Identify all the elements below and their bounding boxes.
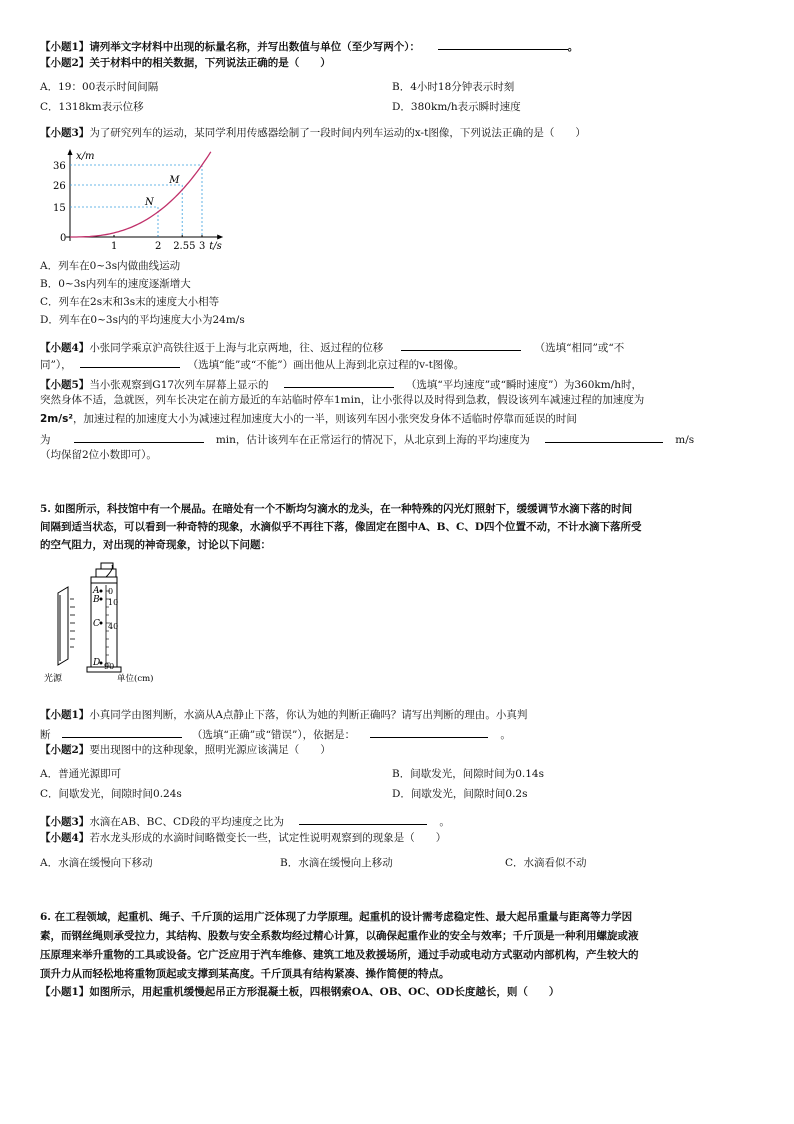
label: 【小题1】 [40,41,90,53]
answer-blank[interactable] [545,431,663,443]
q6-intro-2: 素，而钢丝绳则承受拉力，其结构、股数与安全系数均经过精心计算，以确保起重作业的安全与效率；千斤顶是一种利用螺旋或液 [40,930,639,942]
source-label: 光源 [44,674,63,684]
option-b[interactable]: B．0~3s内列车的速度逐渐增大 [40,278,191,290]
x-tick-label: 3 [199,241,206,252]
hint: （选填“正确”或“错误”），依据是： [191,729,356,741]
answer-blank[interactable] [62,726,182,738]
label: 【小题3】 [40,127,90,139]
option-a[interactable]: A．19：00表示时间间隔 [40,81,159,93]
q5-s3 [40,813,754,829]
prompt: 当小张观察到G17次列车屏幕上显示的 [89,379,269,391]
y-tick-label: 26 [53,181,66,192]
prompt: 为了研究列车的运动，某同学利用传感器绘制了一段时间内列车运动的x-t图像，下列说法正确的是（ ） [89,127,586,139]
label: 【小题3】 [40,816,90,828]
prompt: 为 [40,434,51,446]
faucet [91,563,117,583]
q5-s2 [40,743,754,757]
q4-s4-line1 [40,339,754,355]
option-c[interactable]: C．水滴看似不动 [505,857,587,869]
prompt: （选填“能”或“不能”）画出他从上海到北京过程的v-t图像。 [187,359,465,371]
y-axis-label: x/m [76,151,95,162]
q5-intro-1: 5. 如图所示，科技馆中有一个展品。在暗处有一个不断均匀滴水的龙头，在一种特殊的闪光灯照射下，缓缓调节水滴下落的时间 [40,503,633,515]
option-b[interactable]: B．水滴在缓慢向上移动 [280,857,393,869]
x-axis-label: t/s [209,241,222,252]
x-tick-label: 2 [155,241,162,252]
answer-blank[interactable] [438,38,568,50]
q4-s5-line2: 突然身体不适，急就医，列车长决定在前方最近的车站临时停车1min，让小张得以及时得到急救，假设该列车减速过程的加速度为 [40,394,645,406]
x-tick-label: 2.55 [173,241,196,252]
prompt: 若水龙头形成的水滴时间略微变长一些，试定性说明观察到的现象是（ ） [89,832,447,844]
hint: （选填“相同”或“不 [534,342,625,354]
point-label-n: N [145,197,154,208]
prompt: 小真同学由图判断，水滴从A点静止下落，你认为她的判断正确吗？请写出判断的理由。小真判 [89,709,528,721]
tail: 。 [567,41,579,53]
hint: 同”）， [40,359,72,371]
prompt: ，加速过程的加速度大小为减速过程加速度大小的一半，则该列车因小张突发身体不适临时停靠而延误的时间 [72,413,577,425]
option-a[interactable]: A．普通光源即可 [40,768,122,780]
unit-label: 单位(cm) [117,674,154,684]
q6-s1 [40,985,754,999]
option-c[interactable]: C．列车在2s末和3s末的速度大小相等 [40,296,220,308]
q6-intro-3: 压原理来举升重物的工具或设备。它广泛应用于汽车维修、建筑工地及救援场所，通过手动或电动方式驱动内部机构，产生较大的 [40,949,639,961]
q4-s5-line1 [40,376,754,392]
label: 【小题5】 [40,379,90,391]
scale-40: 40 [108,622,119,631]
prompt: 要出现图中的这种现象，照明光源应该满足（ ） [89,744,331,756]
option-a[interactable]: A．水滴在缓慢向下移动 [40,857,153,869]
point-label-m: M [169,175,180,186]
q5-s1-line1 [40,708,754,722]
x-tick-label: 1 [111,241,118,252]
q4-s3 [40,126,754,140]
y-axis-arrow [68,149,73,155]
option-d[interactable]: D．间歇发光，间隙时间0.2s [392,788,528,800]
prompt: 断 [40,729,51,741]
prompt: 关于材料中的相关数据，下列说法正确的是（ ） [89,57,331,69]
q5-s1-line2 [40,726,754,742]
answer-blank[interactable] [74,431,204,443]
label: 【小题2】 [40,744,90,756]
point-b: B [93,595,100,605]
y-tick-label: 0 [60,233,67,244]
point-a: A [93,586,100,596]
q4-s5-line3 [40,412,754,426]
scale-0: 0 [108,587,114,596]
answer-blank[interactable] [370,726,488,738]
label: 【小题2】 [40,57,90,69]
tail: 。 [500,729,511,741]
prompt: 请列举文字材料中出现的标量名称，并写出数值与单位（至少写两个）： [89,41,421,53]
drip-figure [44,561,174,685]
option-d[interactable]: D．列车在0~3s内的平均速度大小为24m/s [40,314,245,326]
option-b[interactable]: B．间歇发光，间隙时间为0.14s [392,768,544,780]
x-axis-arrow [217,235,223,240]
option-c[interactable]: C．1318km表示位移 [40,101,144,113]
unit: m/s [675,434,695,446]
prompt: 小张同学乘京沪高铁往返于上海与北京两地，往、返过程的位移 [89,342,384,354]
prompt: 如图所示，用起重机缓慢起吊正方形混凝土板，四根钢索OA、OB、OC、OD长度越长，则（ ） [89,986,560,998]
q6-intro-4: 顶升力从而轻松地将重物顶起或支撑到某高度。千斤顶具有结构紧凑、操作简便的特点。 [40,968,450,980]
xt-chart [40,144,222,254]
answer-blank[interactable] [284,376,394,388]
q5-intro-2: 间隔到适当状态，可以看到一种奇特的现象，水滴似乎不再往下落，像固定在图中A、B、C、D四个位置不动，不计水滴下落所受 [40,521,642,533]
scale-10: 10 [108,598,119,607]
label: 【小题4】 [40,342,90,354]
q4-s5-line5: （均保留2位小数即可）。 [40,449,157,461]
q4-s2 [40,56,754,70]
option-a[interactable]: A．列车在0~3s内做曲线运动 [40,260,181,272]
q5-intro-3: 的空气阻力，对出现的神奇现象，讨论以下问题： [40,539,271,551]
series-line [70,152,211,237]
answer-blank[interactable] [401,339,521,351]
answer-blank[interactable] [80,356,180,368]
light-source [58,587,75,665]
label: 【小题1】 [40,986,90,998]
y-tick-label: 36 [53,161,66,172]
q6-intro-1: 6. 在工程领域，起重机、绳子、千斤顶的运用广泛体现了力学原理。起重机的设计需考虑稳定性、最大起吊重量与距离等力学因 [40,911,633,923]
label: 【小题1】 [40,709,90,721]
prompt: 水滴在AB、BC、CD段的平均速度之比为 [89,816,285,828]
answer-blank[interactable] [299,813,427,825]
label: 【小题4】 [40,832,90,844]
scale-90: 90 [104,662,115,671]
prompt: min，估计该列车在正常运行的情况下，从北京到上海的平均速度为 [215,434,530,446]
hint: （选填“平均速度”或“瞬时速度”）为360km/h时， [405,379,643,391]
point-c: C [93,619,100,629]
point-d: D [93,658,101,668]
option-c[interactable]: C．间歇发光，间隙时间0.24s [40,788,182,800]
tail: 。 [439,816,450,828]
option-b[interactable]: B．4小时18分钟表示时刻 [392,81,515,93]
q5-s4 [40,831,754,845]
q4-s5-line4 [40,431,754,447]
q4-s4-line2 [40,356,754,372]
y-tick-label: 15 [53,203,66,214]
q4-s1 [40,38,754,54]
acceleration: 2m/s² [40,413,73,425]
option-d[interactable]: D．380km/h表示瞬时速度 [392,101,521,113]
